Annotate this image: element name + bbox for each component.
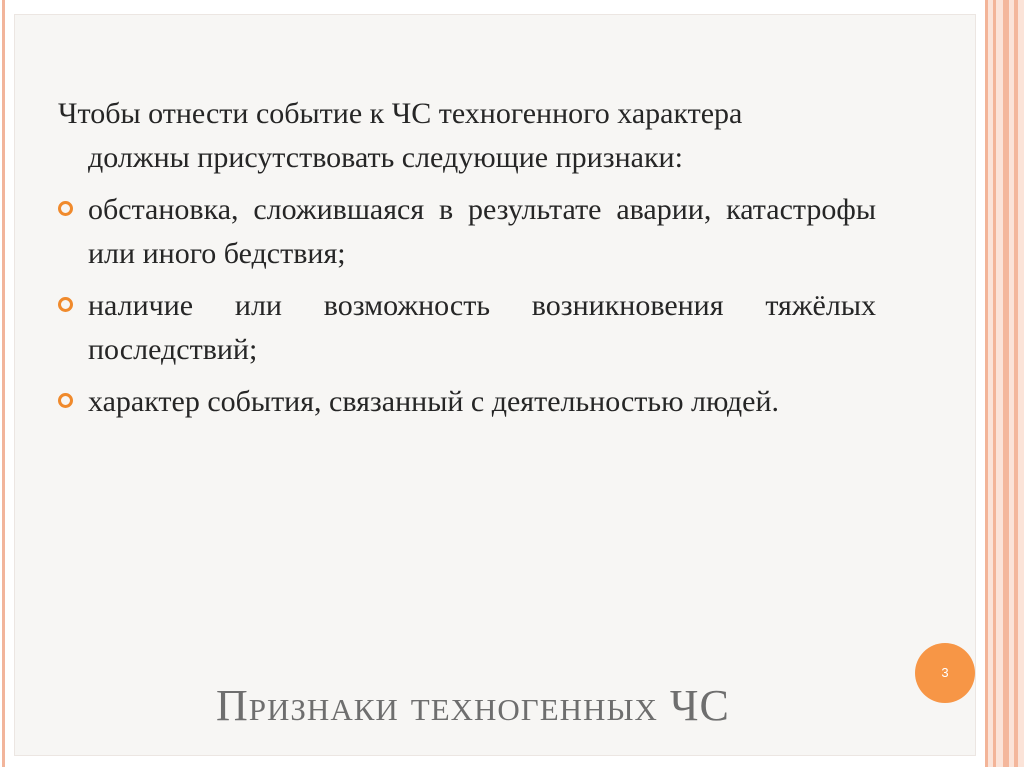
list-item (58, 284, 876, 372)
bullet-list (58, 188, 876, 424)
list-item-text: наличие или возможность возникновения тяжёлых последствий; (88, 289, 876, 366)
stripe (1014, 0, 1018, 767)
intro-text (58, 92, 876, 180)
list-item-text: обстановка, сложившаяся в результате аварии, катастрофы или иного бедствия; (88, 193, 876, 270)
slide-title: Признаки техногенных ЧС (216, 681, 730, 730)
bullet-ring-icon (58, 297, 73, 312)
bullet-ring-icon (58, 201, 73, 216)
left-frame-line (2, 0, 5, 767)
list-item (58, 188, 876, 276)
slide-body (58, 92, 876, 432)
stripe (1003, 0, 1009, 767)
bullet-ring-icon (58, 393, 73, 408)
intro-line-2: должны присутствовать следующие признаки: (88, 141, 683, 174)
list-item (58, 380, 876, 424)
page-number-badge: 3 (915, 643, 975, 703)
stripe (985, 0, 988, 767)
list-item-text: характер события, связанный с деятельностью людей. (88, 385, 779, 418)
stripe (993, 0, 996, 767)
intro-line-1: Чтобы отнести событие к ЧС техногенного характера (58, 97, 743, 130)
